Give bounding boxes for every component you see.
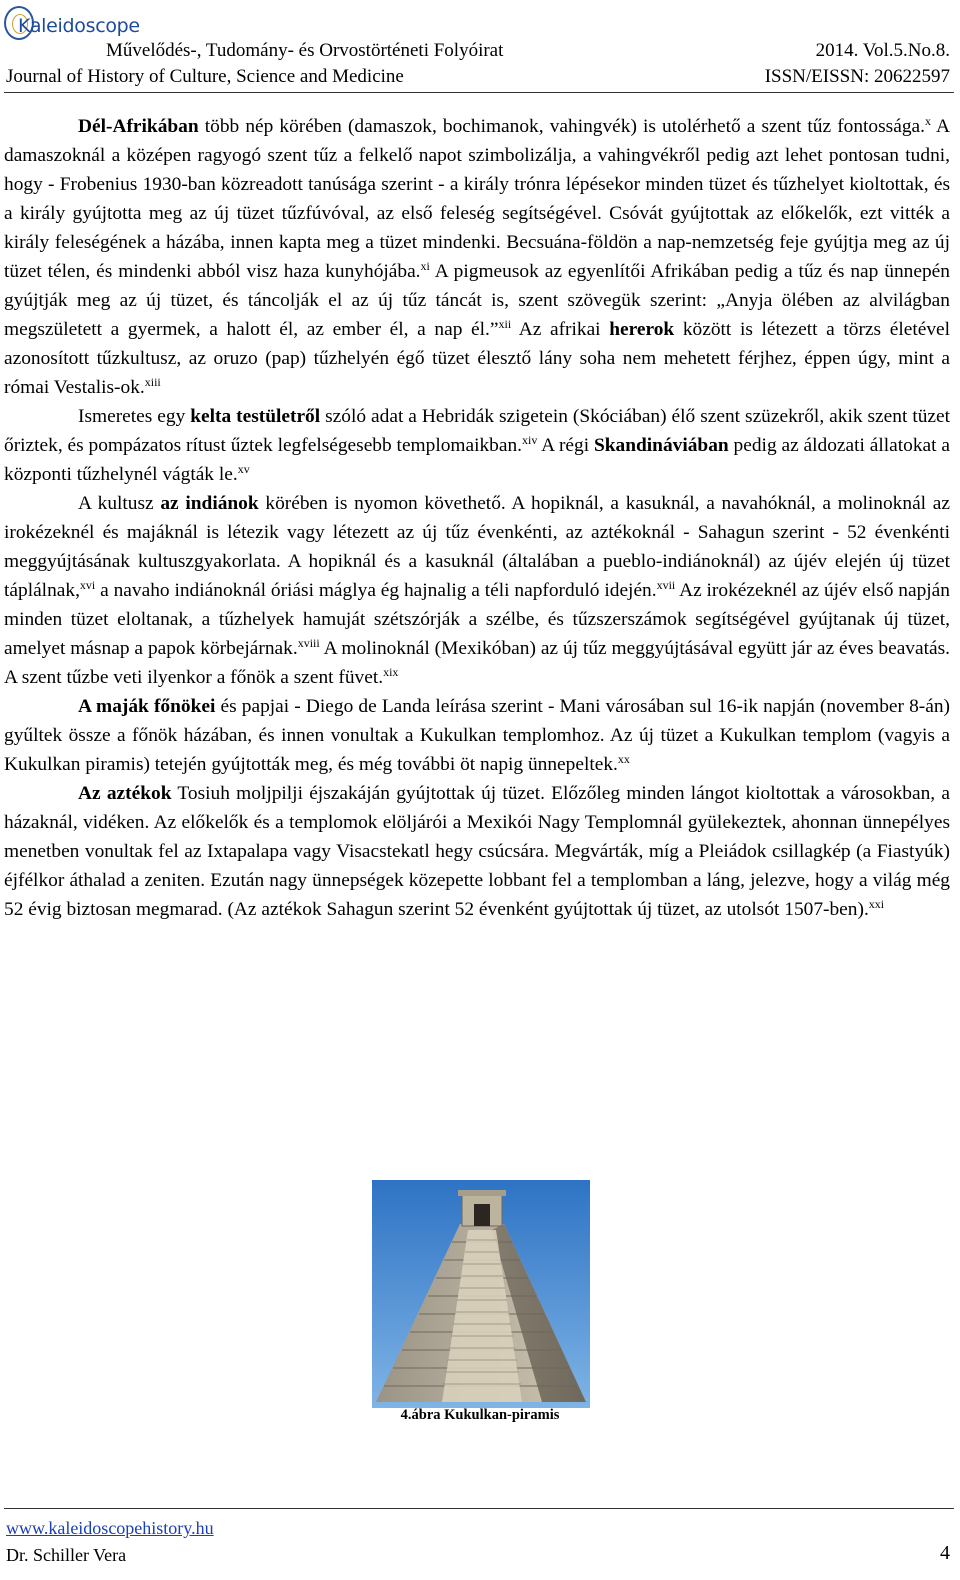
paragraph: Dél-Afrikában több nép körében (damaszok, bochimanok, vahingvék) is utolérhető a szent tűz fontossága.$^x$ A damaszoknál a középen ragyogó szent tűz a felkelő napot szimbolizálja, a vahingvékről pedig azt lehet pontosan tudni, hogy - Frobenius 1930-ban közreadott tanúsága szerint - a király trónra lépésekor minden tüzet és tűzhelyet kioltottak, és a király gyújtotta meg az új tüzet tűzfúvóval, az első feleség segítségével. Csóvát gyújtottak az előkelők, ezt vitték a király feleségének a házába, innen kapta meg a tüzet mindenki. Becsuána-földön a nap-nemzetség feje gyújtja meg az új tüzet télen, és mindenki abból visz haza kunyhójába.$^{xi}$ A pigmeusok az egyenlítői Afrikában pedig a tűz és nap ünnepén gyújtják meg az új tüzet, és táncolják el az új tűz táncát is, szent szövegük szerint: „Anyja ölében az alvilágban megszületett a gyermek, a halott él, az ember él, a nap él.”$^{xii}$ Az afrikai hererok között is létezett a törzs életével azonosított tűzkultusz, az oruzo (pap) tűzhelyén égő tüzet élesztő lány soha nem mehetett férjhez, éppen úgy, mint a római Vestalis-ok.$^{xiii}$ [4, 114, 951, 398]
figure-caption: 4.ábra Kukulkan-piramis [400, 1407, 560, 1423]
footer-divider [4, 1508, 954, 1509]
footer-author: Dr. Schiller Vera [6, 1545, 127, 1565]
kukulkan-pyramid-image [372, 1180, 590, 1408]
journal-title-en: Journal of History of Culture, Science and Medicine [6, 66, 404, 87]
paragraph: Ismeretes egy kelta testületről szóló adat a Hebridák szigetein (Skóciában) élő szent szüzekről, akik szent tüzet őriztek, és pompázatos rítust űztek legfelségesebb templomaikban.$^{xiv}$ A régi Skandináviában pedig az áldozati állatokat a központi tűzhelynél vágták le.$^{xv}$ [4, 406, 950, 485]
journal-issn: ISSN/EISSN: 20622597 [764, 66, 950, 87]
paragraph: Az aztékok Tosiuh moljpilji éjszakáján gyújtottak új tüzet. Előzőleg minden lángot kioltottak a városokban, a házaknál, vidéken. Az előkelők és a templomok elöljárói a Mexikói Nagy Templomnál gyülekeztek, ahonnan ünnepélyes menetben vonultak fel az Ixtapalapa vagy Visacstekatl hegy csúcsára. Megvárták, míg a Pleiádok csillagkép (a Fiastyúk) éjfélkor áthalad a zeniten. Ezután nagy ünnepségek közepette lobbant fel a templomban a láng, jelezve, hogy a világ még 52 évig biztosan megmarad. (Az aztékok Sahagun szerint 52 évenként gyújtottak új tüzet, az utolsót 1507-ben).$^{xxi}$ [4, 783, 950, 920]
journal-volume: 2014. Vol.5.No.8. [815, 40, 950, 61]
paragraph: A maják főnökei és papjai - Diego de Landa leírása szerint - Mani városában sul 16-ik napján (november 8-án) gyűltek össze a főnök házában, és innen vonultak a Kukulkan templomhoz. Az új tüzet a Kukulkan templom (vagyis a Kukulkan piramis) tetején gyújtották meg, és még további öt napig ünnepeltek.$^{xx}$ [4, 696, 950, 775]
logo-text: Kaleidoscope [18, 15, 140, 37]
footer-website-link[interactable]: www.kaleidoscopehistory.hu [6, 1518, 214, 1538]
header-divider [4, 92, 954, 93]
journal-title-hu: Művelődés-, Tudomány- és Orvostörténeti Folyóirat [106, 40, 504, 61]
page-header [0, 0, 960, 98]
paragraph: A kultusz az indiánok körében is nyomon követhető. A hopiknál, a kasuknál, a navahóknál, a molinoknál az irokézeknél és majáknál is létezik vagy létezett az új tűz évenkénti, az aztékoknál - Sahagun szerint - 52 évenkénti meggyújtásának kultuszgyakorlata. A hopiknál és a kasuknál (általában a pueblo-indiánoknál) az újév elején új tüzet táplálnak,$^{xvi}$ a navaho indiánoknál óriási máglya ég hajnalig a téli napforduló idején.$^{xvii}$ Az irokézeknél az újév első napján minden tüzet eloltanak, a tűzhelyek hamuját szétszórják a szélbe, és tűzszerszámok segítségével gyújtanak új tüzet, amelyet másnap a papok körbejárnak.$^{xviii}$ A molinoknál (Mexikóban) az új tűz meggyújtásával együtt jár az éves beavatás. A szent tűzbe veti ilyenkor a főnök a szent füvet.$^{xix}$ [4, 493, 950, 688]
article-body [4, 112, 950, 924]
page-number: 4 [940, 1542, 950, 1564]
